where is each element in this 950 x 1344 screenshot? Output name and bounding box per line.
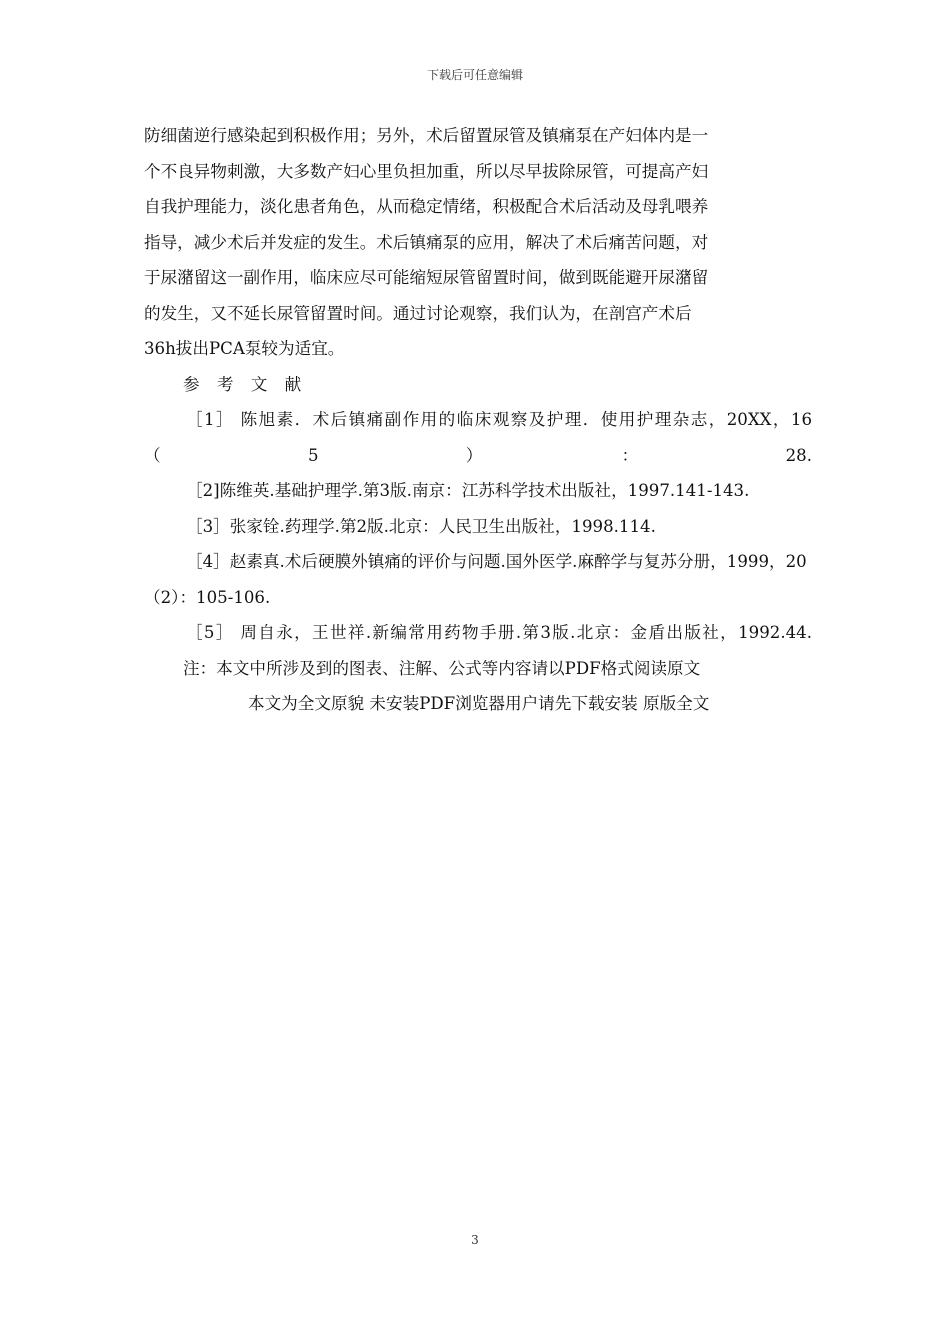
references-title: 参 考 文 献 xyxy=(183,374,308,394)
note-line-2: 本文为全文原貌 未安装PDF浏览器用户请先下载安装 原版全文 xyxy=(248,694,710,713)
body-paragraph-line: 个不良异物刺激，大多数产妇心里负担加重，所以尽早拔除尿管，可提高产妇 xyxy=(144,161,709,181)
page-number: 3 xyxy=(471,1233,479,1247)
body-paragraph-line: 于尿潴留这一副作用，临床应尽可能缩短尿管留置时间，做到既能避开尿潴留 xyxy=(144,268,709,287)
reference-item-3: ［3］张家铨.药理学.第2版.北京：人民卫生出版社，1998.114. xyxy=(186,516,656,536)
body-paragraph-line: 自我护理能力，淡化患者角色，从而稳定情绪，积极配合术后活动及母乳喂养 xyxy=(144,197,709,216)
reference-item-4: ［4］赵素真.术后硬膜外镇痛的评价与问题.国外医学.麻醉学与复苏分册，1999，20（2）：105-106. xyxy=(144,552,807,607)
page-header: 下载后可任意编辑 xyxy=(426,68,523,82)
body-paragraph-line: 的发生，又不延长尿管留置时间。通过讨论观察，我们认为，在剖宫产术后 xyxy=(144,303,692,323)
reference-item-2: ［2]陈维英.基础护理学.第3版.南京：江苏科学技术出版社，1997.141-143. xyxy=(186,481,750,500)
body-paragraph-line: 指导，减少术后并发症的发生。术后镇痛泵的应用，解决了术后痛苦问题，对 xyxy=(144,232,709,252)
main-content xyxy=(144,118,812,722)
body-paragraph-line: 36h拔出PCA泵较为适宜。 xyxy=(144,339,345,358)
note-line-1: 注：本文中所涉及到的图表、注解、公式等内容请以PDF格式阅读原文 xyxy=(183,658,701,678)
reference-item-1: ［1］ 陈旭素．术后镇痛副作用的临床观察及护理．使用护理杂志，20XX，16（5）：28. xyxy=(144,410,812,465)
reference-item-5: ［5］ 周自永，王世祥.新编常用药物手册.第3版.北京：金盾出版社，1992.44. xyxy=(186,623,812,642)
body-paragraph-line: 防细菌逆行感染起到积极作用；另外，术后留置尿管及镇痛泵在产妇体内是一 xyxy=(144,126,709,145)
